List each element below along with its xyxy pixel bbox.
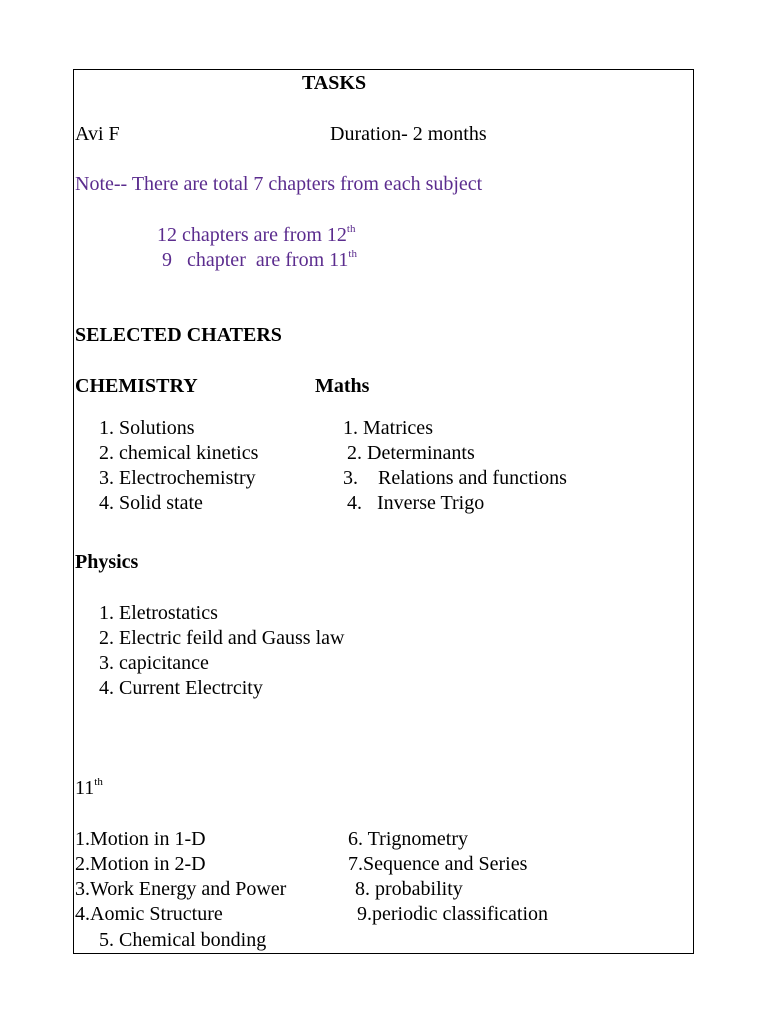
eleventh-left-item: 5. Chemical bonding [99, 929, 267, 951]
note-line-2: 12 chapters are from 12th [157, 223, 356, 246]
selected-chapters-heading: SELECTED CHATERS [75, 324, 282, 346]
eleventh-right-item: 7.Sequence and Series [348, 853, 528, 875]
eleventh-heading: 11th [75, 776, 103, 799]
student-name: Avi F [75, 123, 120, 145]
eleventh-right-item: 6. Trignometry [348, 828, 469, 850]
eleventh-left-item: 4.Aomic Structure [75, 903, 223, 925]
maths-item: 2. Determinants [347, 442, 475, 464]
chemistry-item: 1. Solutions [99, 417, 195, 439]
note-line-3: 9 chapter are from 11th [162, 248, 357, 271]
chemistry-item: 4. Solid state [99, 492, 203, 514]
eleventh-right-item: 9.periodic classification [357, 903, 549, 925]
maths-item: 4. Inverse Trigo [347, 492, 485, 514]
eleventh-left-item: 1.Motion in 1-D [75, 828, 206, 850]
chemistry-item: 2. chemical kinetics [99, 442, 259, 464]
note-line-1: Note-- There are total 7 chapters from each subject [75, 173, 483, 195]
maths-heading: Maths [315, 375, 370, 397]
document-title: TASKS [302, 72, 367, 94]
duration-text: Duration- 2 months [330, 123, 487, 145]
physics-item: 2. Electric feild and Gauss law [99, 627, 345, 649]
physics-item: 3. capicitance [99, 652, 209, 674]
physics-item: 4. Current Electrcity [99, 677, 263, 699]
eleventh-left-item: 3.Work Energy and Power [75, 878, 287, 900]
maths-item: 3. Relations and functions [343, 467, 567, 489]
chemistry-heading: CHEMISTRY [75, 375, 198, 397]
physics-heading: Physics [75, 551, 139, 573]
eleventh-right-item: 8. probability [355, 878, 463, 900]
eleventh-left-item: 2.Motion in 2-D [75, 853, 206, 875]
physics-item: 1. Eletrostatics [99, 602, 218, 624]
maths-item: 1. Matrices [343, 417, 433, 439]
chemistry-item: 3. Electrochemistry [99, 467, 256, 489]
